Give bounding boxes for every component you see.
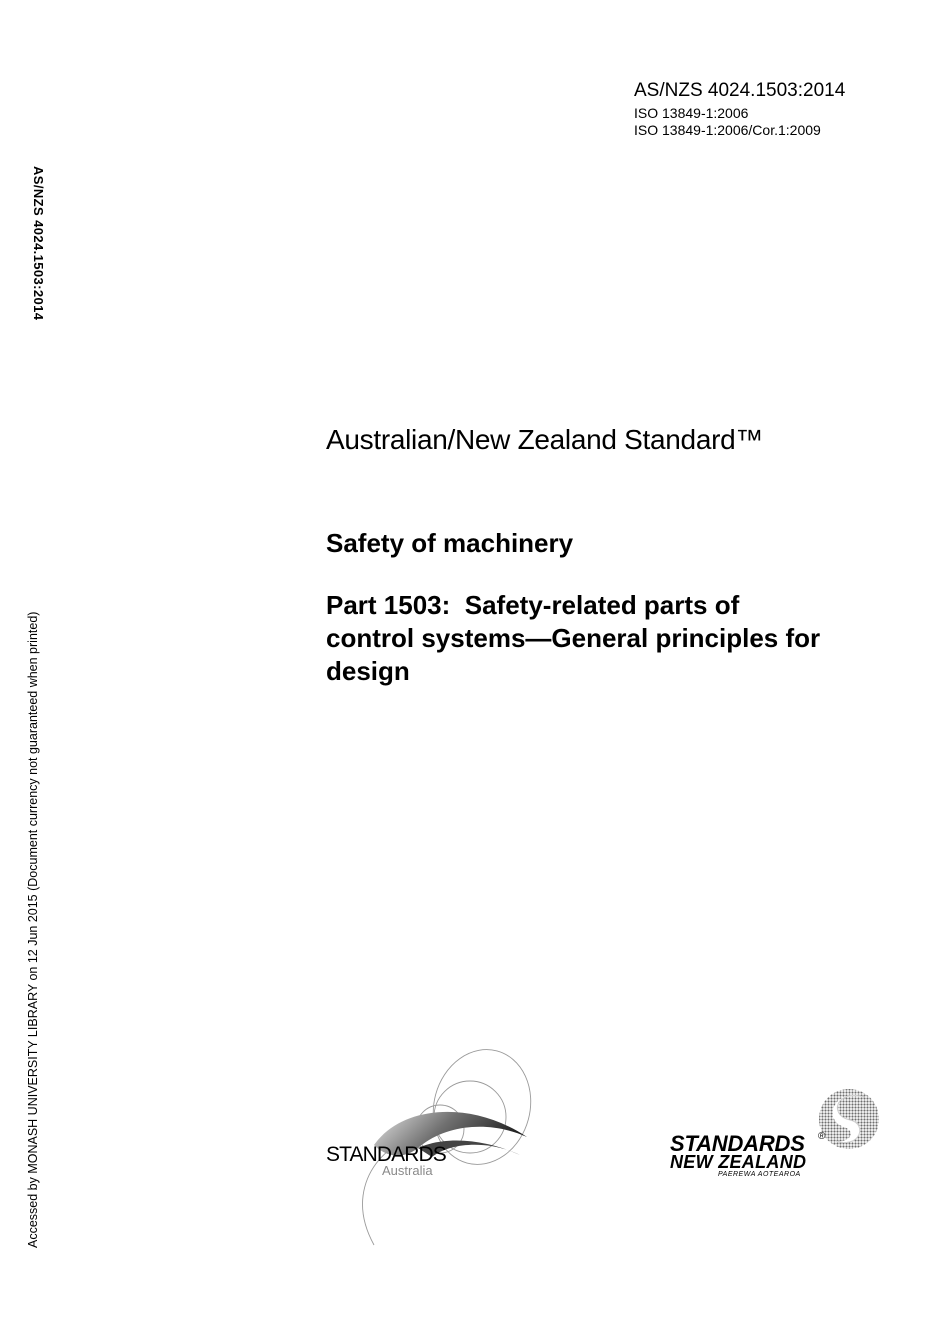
standard-type-heading: Australian/New Zealand Standard™ <box>326 424 764 455</box>
access-note: Accessed by MONASH UNIVERSITY LIBRARY on 12 Jun 2015 (Document currency not guaranteed when printed) <box>26 611 40 1248</box>
iso-reference: ISO 13849-1:2006 <box>634 105 749 121</box>
standards-australia-logo <box>322 1045 542 1255</box>
registered-mark: ® <box>818 1131 826 1142</box>
standards-new-zealand-logo <box>668 1085 898 1185</box>
part-title-line: Part 1503: Safety-related parts of <box>326 590 740 620</box>
part-title-line: design <box>326 656 410 686</box>
side-standard-code: AS/NZS 4024.1503:2014 <box>31 166 46 321</box>
part-title-line: control systems—General principles for <box>326 623 821 653</box>
snz-subtitle: PAEREWA AOTEAROA <box>718 1171 801 1178</box>
iso-corrigendum-reference: ISO 13849-1:2006/Cor.1:2009 <box>634 122 821 138</box>
snz-wordmark-standards: STANDARDS <box>670 1131 805 1156</box>
snz-wordmark-new-zealand: NEW ZEALAND <box>670 1152 807 1172</box>
sa-wordmark: STANDARDS <box>326 1143 446 1166</box>
part-title <box>326 589 896 688</box>
standard-code: AS/NZS 4024.1503:2014 <box>634 80 846 101</box>
series-title: Safety of machinery <box>326 528 574 558</box>
sa-subtitle: Australia <box>382 1163 433 1178</box>
